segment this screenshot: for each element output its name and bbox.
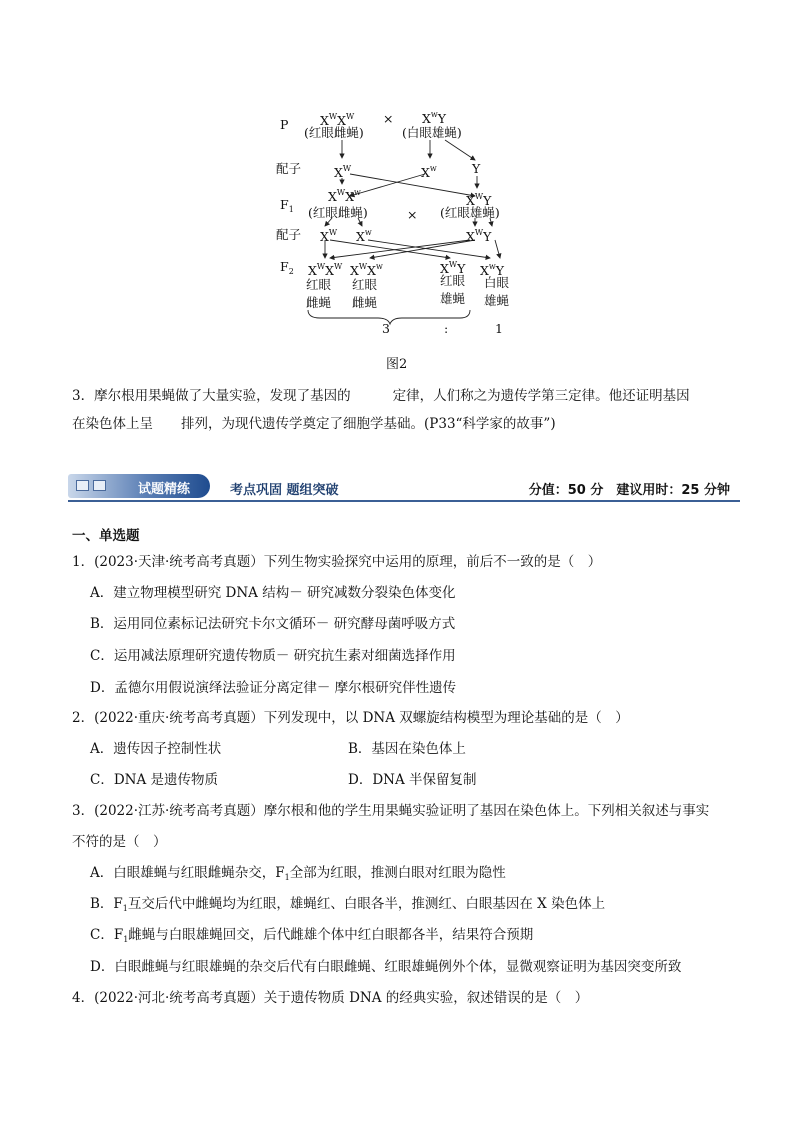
question-3-option-c: C．$F_1$雌蝇与白眼雄蝇回交，后代雌雄个体中红白眼都各半，结果符合预期 [90, 927, 534, 944]
question-2-option-d: D．DNA 半保留复制 [348, 772, 477, 788]
f2-genotype-4: $X^wY$ [480, 262, 505, 278]
f1-male-genotype: $X^WY$ [466, 192, 492, 208]
question-2-option-a: A．遗传因子控制性状 [90, 741, 222, 757]
f1-female-genotype: $X^WX^w$ [328, 188, 361, 204]
question-3-stem-line1: 3．(2022·江苏·统考高考真题）摩尔根和他的学生用果蝇实验证明了基因在染色体上。下列相关叙述与事实 [72, 803, 710, 819]
question-3-option-b: B．$F_1$互交后代中雌蝇均为红眼，雄蝇红、白眼各半，推测红、白眼基因在 X 染色体上 [90, 896, 606, 913]
p-male-phenotype: (白眼雄蝇) [402, 125, 462, 140]
f1-gamete-1: $X^W$ [320, 228, 338, 244]
book-icon [76, 480, 89, 491]
banner-subtitle: 考点巩固 题组突破 [230, 483, 339, 498]
f2-genotype-2: $X^WX^w$ [350, 262, 383, 278]
ratio-colon: : [444, 321, 449, 336]
question-4-stem: 4．(2022·河北·统考高考真题）关于遗传物质 DNA 的经典实验，叙述错误的是（ ） [72, 990, 589, 1006]
score-and-time: 分值：50 分 建议用时：25 分钟 [528, 483, 730, 498]
book-icon [93, 480, 106, 491]
section-banner [68, 474, 740, 502]
genetic-cross-figure [270, 100, 530, 340]
f2-genotype-1: $X^WX^W$ [308, 262, 343, 278]
banner-divider [68, 500, 740, 502]
question-1-option-c: C．运用减法原理研究遗传物质－ 研究抗生素对细菌选择作用 [90, 648, 456, 664]
row-label-f2: $F_2$ [280, 259, 294, 276]
section-heading: 一、单选题 [72, 528, 140, 544]
question-2-option-c: C．DNA 是遗传物质 [90, 772, 219, 788]
f2-phenotype-4: 白眼雄蝇 [484, 275, 510, 308]
row-label-p: P [280, 117, 289, 132]
fill-question-3-line1: 3．摩尔根用果蝇做了大量实验，发现了基因的 定律，人们称之为遗传学第三定律。他还证明基因 [72, 388, 690, 404]
question-1-option-b: B．运用同位素标记法研究卡尔文循环－ 研究酵母菌呼吸方式 [90, 616, 456, 632]
cross-sign-f1: × [407, 207, 418, 222]
gamete-xw-male: $X^w$ [421, 164, 437, 180]
row-label-gamete2: 配子 [276, 227, 302, 242]
ratio-left: 3 [382, 321, 390, 336]
f2-phenotype-3: 红眼雄蝇 [440, 273, 466, 306]
banner-tab [68, 474, 210, 498]
question-3-stem-line2: 不符的是（ ） [72, 834, 167, 850]
p-female-genotype: $X^WX^W$ [320, 112, 355, 128]
p-female-phenotype: (红眼雌蝇) [304, 125, 364, 140]
p-male-genotype: $X^wY$ [422, 110, 447, 126]
f2-phenotype-1: 红眼雌蝇 [306, 277, 332, 310]
figure-caption: 图2 [386, 357, 408, 372]
cross-sign-p: × [383, 111, 394, 126]
f2-phenotype-2: 红眼雌蝇 [352, 277, 378, 310]
f1-female-phenotype: (红眼雌蝇) [308, 205, 368, 220]
f1-gamete-2: $X^w$ [356, 228, 372, 244]
question-2-option-b: B．基因在染色体上 [348, 741, 466, 757]
question-3-option-d: D．白眼雌蝇与红眼雄蝇的杂交后代有白眼雌蝇、红眼雄蝇例外个体，显微观察证明为基因突变所致 [90, 959, 682, 975]
fill-question-3-line2: 在染色体上呈 排列，为现代遗传学奠定了细胞学基础。(P33“科学家的故事”) [72, 416, 556, 432]
gamete-y: Y [472, 161, 481, 176]
f1-gamete-3: $X^WY$ [466, 228, 492, 244]
question-1-option-a: A．建立物理模型研究 DNA 结构－ 研究减数分裂染色体变化 [90, 585, 456, 601]
question-1-stem: 1．(2023·天津·统考高考真题）下列生物实验探究中运用的原理，前后不一致的是（ ） [72, 554, 602, 570]
ratio-right: 1 [495, 321, 503, 336]
f1-male-phenotype: (红眼雄蝇) [440, 205, 500, 220]
banner-tab-label: 试题精练 [138, 482, 191, 497]
f2-genotype-3: $X^WY$ [440, 260, 466, 276]
question-3-option-a: A．白眼雄蝇与红眼雌蝇杂交，$F_1$全部为红眼，推测白眼对红眼为隐性 [90, 865, 506, 882]
question-2-stem: 2．(2022·重庆·统考高考真题）下列发现中，以 DNA 双螺旋结构模型为理论基础的是（ ） [72, 710, 629, 726]
row-label-gamete: 配子 [276, 161, 302, 176]
question-1-option-d: D．孟德尔用假说演绎法验证分离定律－ 摩尔根研究伴性遗传 [90, 680, 457, 696]
row-label-f1: $F_1$ [280, 197, 294, 214]
gamete-xw-female: $X^W$ [334, 164, 352, 180]
